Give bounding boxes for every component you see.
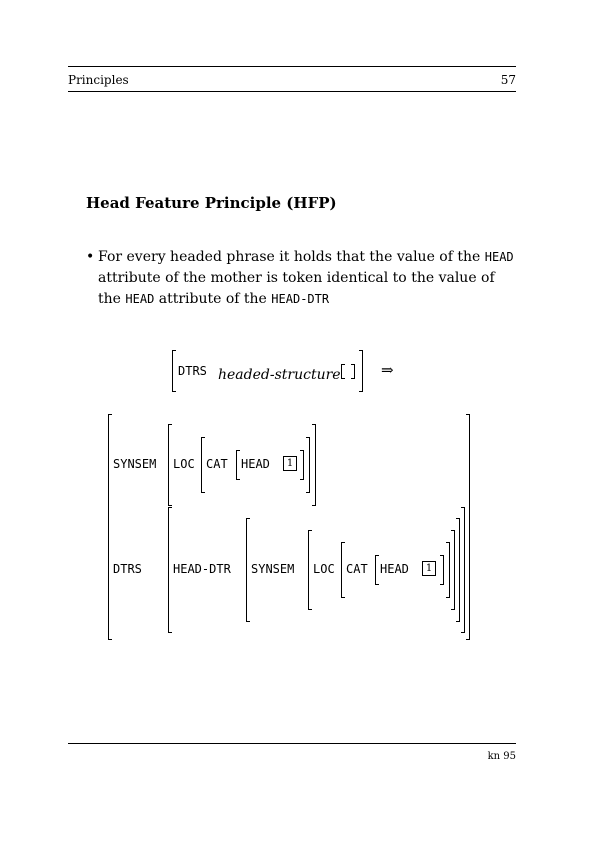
- bullet-item: [86, 247, 518, 310]
- avm-right-bracket: [456, 518, 460, 622]
- avm-right-bracket: [461, 507, 465, 633]
- avm-tag-box: 1: [422, 561, 436, 576]
- avm-feature-head: HEAD: [241, 457, 270, 471]
- avm-right-bracket: [306, 437, 310, 493]
- avm-right-bracket: [440, 555, 444, 585]
- avm-feature-loc: LOC: [313, 562, 335, 576]
- avm-left-bracket: [236, 450, 240, 480]
- footer-rule: [68, 743, 516, 744]
- avm-feature-cat: CAT: [346, 562, 368, 576]
- avm-feature-dtrs: DTRS: [113, 562, 142, 576]
- footer-id: kn 95: [487, 751, 516, 762]
- avm-feature-dtrs: DTRS: [178, 364, 207, 378]
- term-head: HEAD: [125, 292, 155, 306]
- avm-outer-right-bracket: [466, 414, 470, 640]
- section-title: Head Feature Principle (HFP): [86, 194, 337, 212]
- term-head: HEAD: [484, 250, 514, 264]
- avm-left-bracket: [201, 437, 205, 493]
- avm-feature-synsem: SYNSEM: [113, 457, 157, 471]
- avm-left-bracket: [168, 424, 172, 506]
- running-header-section: Principles: [68, 73, 129, 87]
- term-head-dtr: HEAD-DTR: [271, 292, 330, 306]
- avm-right-bracket: [300, 450, 304, 480]
- avm-outer-left-bracket: [108, 414, 112, 640]
- implies-arrow: ⇒: [381, 361, 394, 379]
- avm-left-bracket: [246, 518, 250, 622]
- avm-feature-cat: CAT: [206, 457, 228, 471]
- avm-left-bracket: [308, 530, 312, 610]
- bullet-dot: •: [86, 249, 95, 265]
- header-top-rule: [68, 66, 516, 67]
- avm-feature-loc: LOC: [173, 457, 195, 471]
- avm-type-headed-structure: headed-structure: [218, 367, 341, 383]
- avm-right-bracket: [451, 530, 455, 610]
- avm-right-bracket: [359, 350, 363, 392]
- avm-left-bracket: [168, 507, 172, 633]
- avm-empty-left-bracket: [341, 364, 345, 379]
- bullet-text: For every headed phrase it holds that the value of the HEAD attribute of the mother is token identical to the value of the HEAD attribute of the HEAD-DTR: [98, 249, 514, 307]
- avm-empty-right-bracket: [351, 364, 355, 379]
- avm-left-bracket: [341, 542, 345, 598]
- page-number: 57: [500, 73, 516, 87]
- avm-right-bracket: [312, 424, 316, 506]
- avm-feature-head: HEAD: [380, 562, 409, 576]
- avm-feature-head-dtr: HEAD-DTR: [173, 562, 231, 576]
- avm-left-bracket: [375, 555, 379, 585]
- avm-right-bracket: [446, 542, 450, 598]
- header-bottom-rule: [68, 91, 516, 92]
- avm-left-bracket: [172, 350, 176, 392]
- avm-feature-synsem: SYNSEM: [251, 562, 295, 576]
- avm-tag-box: 1: [283, 456, 297, 471]
